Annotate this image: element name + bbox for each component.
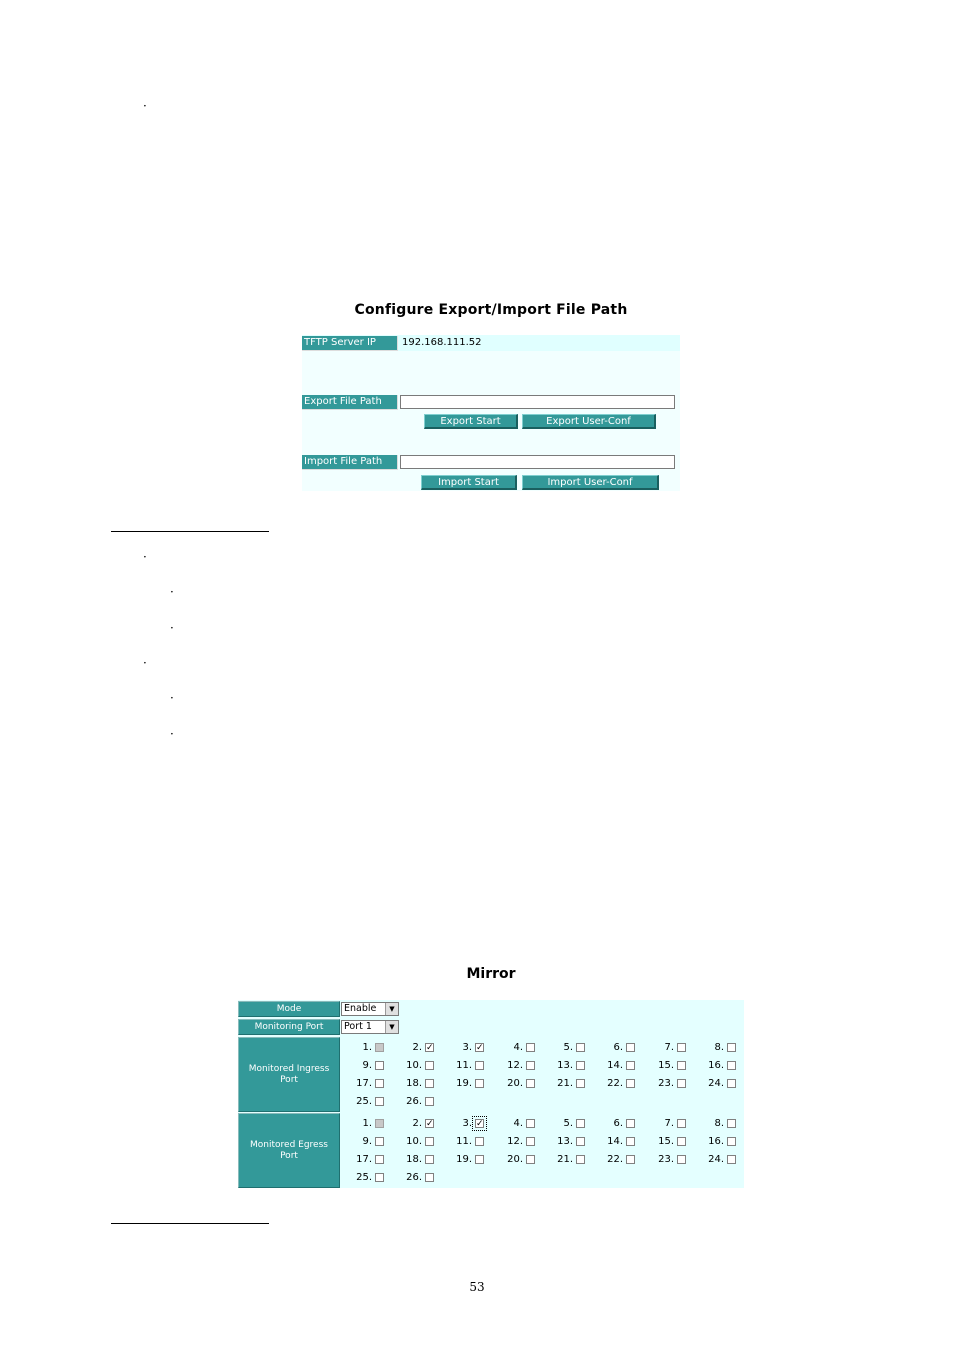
port-number-label: 6. [613, 1118, 623, 1129]
port-checkbox-item[interactable] [485, 1059, 537, 1073]
import-file-path-input[interactable] [400, 455, 675, 469]
port-checkbox-item[interactable] [686, 1153, 738, 1167]
port-checkbox-item[interactable] [636, 1153, 688, 1167]
checkbox[interactable] [626, 1061, 635, 1070]
checkbox-checked[interactable]: ✓ [426, 1119, 434, 1129]
port-checkbox-item[interactable] [384, 1117, 436, 1131]
port-checkbox-item[interactable] [535, 1077, 587, 1091]
port-number-label: 23. [658, 1078, 674, 1089]
port-number-label: 21. [557, 1154, 573, 1165]
port-checkbox-item[interactable] [636, 1077, 688, 1091]
checkbox[interactable] [425, 1079, 434, 1088]
checkbox[interactable] [526, 1119, 535, 1128]
checkbox[interactable] [375, 1079, 384, 1088]
mode-select-value: Enable [344, 1003, 377, 1014]
export-file-path-input[interactable] [400, 395, 675, 409]
checkbox[interactable] [475, 1137, 484, 1146]
port-checkbox-item[interactable] [485, 1153, 537, 1167]
checkbox[interactable] [475, 1061, 484, 1070]
monitoring-port-label: Monitoring Port [238, 1019, 340, 1035]
port-checkbox-item[interactable] [334, 1095, 386, 1109]
port-number-label: 5. [563, 1042, 573, 1053]
port-checkbox-item[interactable] [585, 1077, 637, 1091]
checkbox[interactable] [727, 1155, 736, 1164]
checkbox[interactable] [576, 1061, 585, 1070]
tftp-server-ip-value: 192.168.111.52 [402, 337, 482, 348]
checkbox[interactable] [677, 1155, 686, 1164]
port-checkbox-item[interactable] [535, 1135, 587, 1149]
checkbox[interactable] [727, 1119, 736, 1128]
import-start-button[interactable]: Import Start [421, 475, 517, 490]
checkbox[interactable] [425, 1173, 434, 1182]
port-checkbox-item[interactable] [384, 1153, 436, 1167]
mode-select[interactable] [341, 1002, 399, 1016]
port-checkbox-item[interactable] [434, 1041, 486, 1055]
import-file-path-label: Import File Path [302, 455, 398, 470]
port-number-label: 23. [658, 1154, 674, 1165]
port-checkbox-item[interactable] [686, 1077, 738, 1091]
port-checkbox-item[interactable] [636, 1117, 688, 1131]
checkbox[interactable] [375, 1137, 384, 1146]
checkbox[interactable] [526, 1137, 535, 1146]
bullet: · [170, 727, 174, 741]
port-number-label: 1. [362, 1118, 372, 1129]
port-checkbox-item[interactable] [686, 1041, 738, 1055]
port-number-label: 25. [356, 1172, 372, 1183]
checkbox[interactable] [425, 1137, 434, 1146]
checkbox[interactable] [677, 1061, 686, 1070]
checkbox[interactable] [626, 1119, 635, 1128]
port-checkbox-item[interactable] [686, 1135, 738, 1149]
port-checkbox-item[interactable] [334, 1117, 386, 1131]
checkbox[interactable] [576, 1079, 585, 1088]
export-user-conf-button[interactable]: Export User-Conf [522, 414, 656, 429]
chevron-down-icon: ▼ [385, 1021, 398, 1033]
checkbox[interactable] [375, 1097, 384, 1106]
port-checkbox-item[interactable] [585, 1041, 637, 1055]
port-number-label: 26. [406, 1172, 422, 1183]
port-checkbox-item[interactable] [686, 1117, 738, 1131]
checkbox[interactable] [526, 1155, 535, 1164]
port-checkbox-item[interactable] [334, 1077, 386, 1091]
port-number-label: 19. [456, 1078, 472, 1089]
port-number-label: 4. [513, 1118, 523, 1129]
port-number-label: 22. [607, 1154, 623, 1165]
port-checkbox-item[interactable] [535, 1041, 587, 1055]
port-checkbox-item[interactable] [334, 1153, 386, 1167]
export-start-button[interactable]: Export Start [424, 414, 518, 429]
port-checkbox-item[interactable] [585, 1117, 637, 1131]
port-checkbox-item[interactable] [384, 1171, 436, 1185]
port-number-label: 21. [557, 1078, 573, 1089]
port-number-label: 3. [462, 1042, 472, 1053]
checkbox[interactable] [375, 1173, 384, 1182]
footnote-rule [111, 1223, 269, 1224]
bullet: · [143, 656, 147, 670]
port-number-label: 12. [507, 1060, 523, 1071]
port-number-label: 5. [563, 1118, 573, 1129]
port-checkbox-item[interactable] [636, 1059, 688, 1073]
mode-label: Mode [238, 1001, 340, 1017]
checkbox[interactable] [626, 1079, 635, 1088]
port-checkbox-item[interactable] [485, 1041, 537, 1055]
port-checkbox-item[interactable] [585, 1153, 637, 1167]
checkbox[interactable] [526, 1043, 535, 1052]
monitored-ingress-port-label: Monitored Ingress Port [238, 1037, 340, 1112]
monitoring-port-select[interactable] [341, 1020, 399, 1034]
port-checkbox-item[interactable] [334, 1171, 386, 1185]
checkbox[interactable] [425, 1097, 434, 1106]
port-number-label: 12. [507, 1136, 523, 1147]
port-number-label: 2. [412, 1042, 422, 1053]
port-number-label: 20. [507, 1078, 523, 1089]
port-number-label: 11. [456, 1060, 472, 1071]
port-number-label: 4. [513, 1042, 523, 1053]
checkbox [375, 1119, 384, 1128]
section-rule [111, 531, 269, 532]
port-number-label: 26. [406, 1096, 422, 1107]
port-number-label: 17. [356, 1078, 372, 1089]
monitored-egress-port-label: Monitored Egress Port [238, 1113, 340, 1188]
port-number-label: 9. [362, 1136, 372, 1147]
checkbox[interactable] [576, 1043, 585, 1052]
page-number: 53 [469, 1280, 485, 1294]
port-checkbox-item[interactable] [485, 1117, 537, 1131]
port-number-label: 6. [613, 1042, 623, 1053]
checkbox[interactable] [677, 1119, 686, 1128]
port-number-label: 15. [658, 1136, 674, 1147]
checkbox[interactable] [475, 1155, 484, 1164]
port-checkbox-item[interactable] [636, 1135, 688, 1149]
export-file-path-label: Export File Path [302, 395, 398, 410]
port-checkbox-item[interactable] [686, 1059, 738, 1073]
port-checkbox-item[interactable] [485, 1135, 537, 1149]
checkbox[interactable] [375, 1061, 384, 1070]
port-number-label: 14. [607, 1136, 623, 1147]
checkbox[interactable] [727, 1043, 736, 1052]
port-number-label: 13. [557, 1060, 573, 1071]
port-number-label: 7. [664, 1118, 674, 1129]
port-number-label: 20. [507, 1154, 523, 1165]
port-number-label: 16. [708, 1136, 724, 1147]
port-checkbox-item[interactable] [585, 1135, 637, 1149]
port-checkbox-item[interactable] [434, 1077, 486, 1091]
port-number-label: 16. [708, 1060, 724, 1071]
checkbox[interactable] [576, 1119, 585, 1128]
port-checkbox-item[interactable] [636, 1041, 688, 1055]
port-number-label: 3. [462, 1118, 472, 1129]
port-number-label: 22. [607, 1078, 623, 1089]
port-checkbox-item[interactable] [434, 1135, 486, 1149]
checkbox[interactable] [626, 1137, 635, 1146]
checkbox[interactable] [526, 1061, 535, 1070]
port-checkbox-item[interactable] [334, 1041, 386, 1055]
port-checkbox-item[interactable] [585, 1059, 637, 1073]
monitoring-port-select-value: Port 1 [344, 1021, 372, 1032]
port-number-label: 7. [664, 1042, 674, 1053]
checkbox[interactable] [626, 1155, 635, 1164]
port-checkbox-item[interactable] [384, 1059, 436, 1073]
port-number-label: 8. [714, 1042, 724, 1053]
port-checkbox-item[interactable] [334, 1059, 386, 1073]
port-number-label: 1. [362, 1042, 372, 1053]
port-number-label: 18. [406, 1078, 422, 1089]
port-number-label: 24. [708, 1154, 724, 1165]
checkbox-checked[interactable]: ✓ [476, 1119, 484, 1129]
port-number-label: 18. [406, 1154, 422, 1165]
checkbox[interactable] [526, 1079, 535, 1088]
port-checkbox-item[interactable] [485, 1077, 537, 1091]
port-checkbox-item[interactable] [334, 1135, 386, 1149]
mirror-title: Mirror [466, 966, 516, 982]
port-checkbox-item[interactable] [434, 1153, 486, 1167]
port-number-label: 25. [356, 1096, 372, 1107]
port-number-label: 13. [557, 1136, 573, 1147]
port-checkbox-item[interactable] [535, 1059, 587, 1073]
checkbox[interactable] [576, 1155, 585, 1164]
checkbox[interactable] [475, 1079, 484, 1088]
checkbox[interactable] [727, 1061, 736, 1070]
tftp-server-ip-label: TFTP Server IP [302, 336, 398, 351]
port-number-label: 14. [607, 1060, 623, 1071]
checkbox[interactable] [626, 1043, 635, 1052]
checkbox[interactable] [727, 1079, 736, 1088]
checkbox[interactable] [727, 1137, 736, 1146]
bullet: · [170, 621, 174, 635]
panel-title: Configure Export/Import File Path [354, 302, 628, 318]
port-checkbox-item[interactable] [384, 1041, 436, 1055]
checkbox[interactable] [677, 1043, 686, 1052]
port-number-label: 11. [456, 1136, 472, 1147]
port-checkbox-item[interactable] [434, 1059, 486, 1073]
port-number-label: 19. [456, 1154, 472, 1165]
checkbox[interactable] [425, 1155, 434, 1164]
import-user-conf-button[interactable]: Import User-Conf [522, 475, 659, 490]
checkbox-checked[interactable]: ✓ [476, 1043, 484, 1053]
checkbox[interactable] [576, 1137, 585, 1146]
port-number-label: 10. [406, 1136, 422, 1147]
port-checkbox-item[interactable] [384, 1135, 436, 1149]
bullet: · [143, 99, 147, 113]
port-number-label: 15. [658, 1060, 674, 1071]
checkbox[interactable] [677, 1079, 686, 1088]
port-number-label: 2. [412, 1118, 422, 1129]
checkbox[interactable] [375, 1155, 384, 1164]
bullet: · [170, 691, 174, 705]
bullet: · [170, 585, 174, 599]
checkbox-checked[interactable]: ✓ [426, 1043, 434, 1053]
port-number-label: 10. [406, 1060, 422, 1071]
port-checkbox-item[interactable] [535, 1153, 587, 1167]
port-number-label: 24. [708, 1078, 724, 1089]
port-checkbox-item[interactable] [384, 1095, 436, 1109]
port-number-label: 17. [356, 1154, 372, 1165]
checkbox[interactable] [677, 1137, 686, 1146]
bullet: · [143, 550, 147, 564]
port-number-label: 8. [714, 1118, 724, 1129]
checkbox[interactable] [425, 1061, 434, 1070]
port-number-label: 9. [362, 1060, 372, 1071]
port-checkbox-item[interactable] [384, 1077, 436, 1091]
chevron-down-icon: ▼ [385, 1003, 398, 1015]
port-checkbox-item[interactable] [535, 1117, 587, 1131]
checkbox [375, 1043, 384, 1052]
port-checkbox-item[interactable] [434, 1117, 486, 1131]
